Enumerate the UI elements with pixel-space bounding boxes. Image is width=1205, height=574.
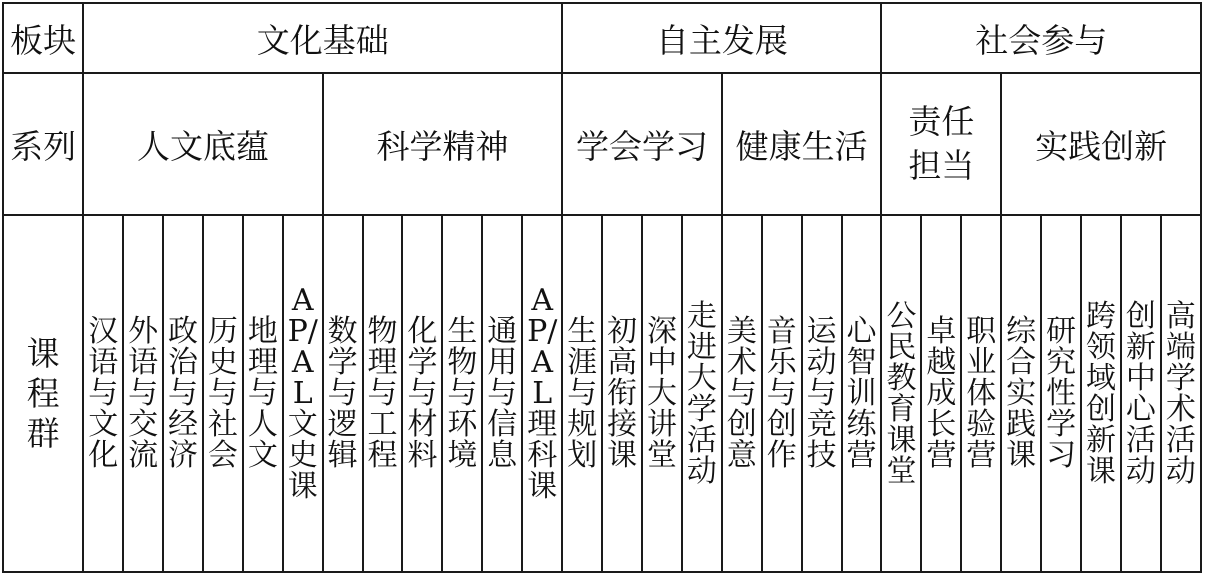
- course-name: 走进大学活动: [686, 298, 717, 489]
- course-cell: [562, 215, 602, 572]
- block-cell: 社会参与: [881, 3, 1201, 73]
- course-cell: [1121, 215, 1161, 572]
- course-name: 研究性学习: [1046, 314, 1077, 473]
- course-cell: [1001, 215, 1041, 572]
- course-name: 卓越成长营: [926, 314, 957, 473]
- course-name: 跨领域创新课: [1085, 298, 1116, 489]
- course-name: 生涯与规划: [567, 314, 598, 473]
- course-name: 公民教育课堂: [886, 298, 917, 489]
- course-name: 综合实践课: [1006, 314, 1037, 473]
- course-name: 数学与逻辑: [327, 314, 358, 473]
- course-cell: [123, 215, 163, 572]
- course-name: 深中大讲堂: [647, 314, 677, 473]
- course-cell: [881, 215, 921, 572]
- course-name: 高端学术活动: [1165, 298, 1196, 489]
- series-cell-text: 责任担当: [908, 102, 975, 185]
- course-cell: [203, 215, 243, 572]
- course-row-label-cell: [3, 215, 83, 572]
- course-cell: [722, 215, 762, 572]
- course-cell: [442, 215, 482, 572]
- series-cell: [881, 73, 1001, 215]
- course-cell: [921, 215, 961, 572]
- course-name: 政治与经济: [168, 314, 198, 473]
- series-cell: 科学精神: [323, 73, 563, 215]
- course-cell: [243, 215, 283, 572]
- course-name: 化学与材料: [407, 314, 438, 473]
- course-cell: [682, 215, 722, 572]
- course-name: 物理与工程: [367, 314, 398, 473]
- course-name: AP/AL理科课: [527, 283, 558, 504]
- course-cell: [802, 215, 842, 572]
- course-cell: [402, 215, 442, 572]
- course-cell: [642, 215, 682, 572]
- course-row: [3, 215, 1201, 572]
- course-name: 初高衔接课: [607, 314, 638, 473]
- series-cell: 人文底蕴: [83, 73, 322, 215]
- series-cell: 健康生活: [722, 73, 882, 215]
- course-name: AP/AL文史课: [287, 283, 318, 504]
- course-cell: [1081, 215, 1121, 572]
- course-cell: [1161, 215, 1201, 572]
- series-cell: 学会学习: [562, 73, 722, 215]
- course-name: 心智训练营: [846, 314, 877, 473]
- course-cell: [961, 215, 1001, 572]
- course-cell: [602, 215, 642, 572]
- course-cell: [323, 215, 363, 572]
- block-cell: 自主发展: [562, 3, 881, 73]
- curriculum-table: [2, 2, 1202, 573]
- block-row-label: 板块: [3, 3, 83, 73]
- course-row-label: 课程群: [26, 333, 60, 453]
- series-row-label: 系列: [3, 73, 83, 215]
- course-cell: [83, 215, 123, 572]
- block-cell: 文化基础: [83, 3, 562, 73]
- course-name: 运动与竞技: [806, 314, 837, 473]
- course-cell: [363, 215, 403, 572]
- course-name: 创新中心活动: [1125, 298, 1156, 489]
- course-cell: [842, 215, 882, 572]
- course-name: 汉语与文化: [88, 314, 119, 473]
- course-cell: [522, 215, 562, 572]
- course-name: 通用与信息: [487, 314, 518, 473]
- course-cell: [283, 215, 323, 572]
- course-name: 音乐与创作: [766, 314, 797, 473]
- course-name: 美术与创意: [726, 314, 757, 473]
- course-name: 职业体验营: [966, 314, 997, 473]
- course-name: 地理与人文: [247, 314, 278, 473]
- course-cell: [1041, 215, 1081, 572]
- course-cell: [482, 215, 522, 572]
- course-cell: [762, 215, 802, 572]
- course-cell: [163, 215, 203, 572]
- block-row: [3, 3, 1201, 73]
- course-name: 生物与环境: [447, 314, 478, 473]
- series-cell: 实践创新: [1001, 73, 1201, 215]
- course-name: 历史与社会: [207, 314, 238, 473]
- series-row: [3, 73, 1201, 215]
- course-name: 外语与交流: [128, 314, 159, 473]
